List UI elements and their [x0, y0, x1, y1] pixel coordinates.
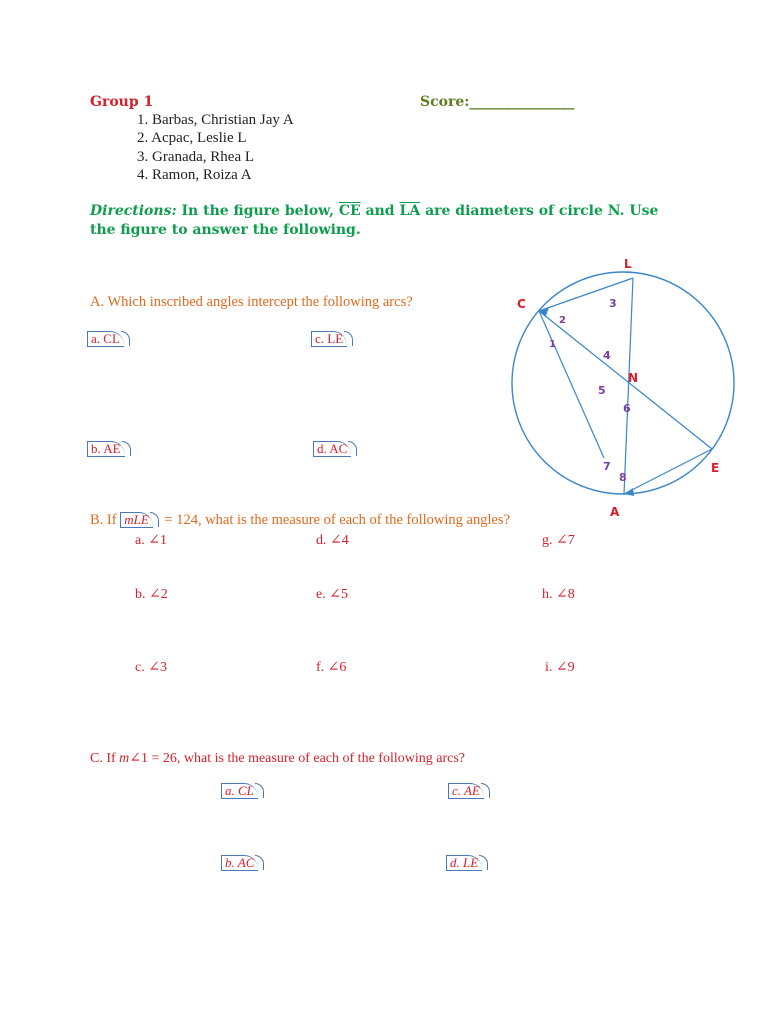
angle-item: i. ∠9: [545, 660, 575, 675]
angle-label: 3: [609, 297, 617, 310]
point-a: A: [610, 505, 620, 519]
question-b-prefix: B. If: [90, 512, 117, 528]
angle-item: h. ∠8: [542, 587, 575, 602]
arc-ae-item: b. AE: [87, 441, 125, 457]
question-b-suffix: = 124, what is the measure of each of the following angles?: [164, 512, 511, 528]
chord-c-line: [539, 311, 604, 458]
arc-le-item: d. LE: [446, 855, 482, 871]
score-field: Score:_______________: [420, 94, 575, 110]
directions-text: In the figure below,: [181, 203, 334, 219]
point-c: C: [517, 297, 526, 311]
arrowhead: [624, 488, 634, 496]
member-item: 4. Ramon, Roiza A: [137, 167, 252, 183]
angle-label: 6: [623, 402, 631, 415]
question-a: A. Which inscribed angles intercept the following arcs?: [90, 294, 413, 310]
angle-label: 2: [559, 315, 566, 326]
angle-item: c. ∠3: [135, 660, 167, 675]
arc-ae-item: c. AE: [448, 783, 484, 799]
directions-label: Directions:: [90, 203, 177, 219]
member-item: 3. Granada, Rhea L: [137, 149, 255, 165]
angle-item: e. ∠5: [316, 587, 348, 602]
question-c-text: ∠1 = 26, what is the measure of each of the following arcs?: [129, 751, 465, 766]
angle-label: 7: [603, 460, 611, 473]
arc-ac-item: d. AC: [313, 441, 351, 457]
arc-ac-item: b. AC: [221, 855, 258, 871]
angle-item: b. ∠2: [135, 587, 168, 602]
angle-label: 8: [619, 471, 627, 484]
diameter-ce: [539, 311, 712, 449]
angle-label: 4: [603, 349, 611, 362]
arc-measure-box: mLE: [120, 512, 153, 528]
arc-le-item: c. LE: [311, 331, 347, 347]
directions-and: and: [365, 203, 395, 219]
question-c-prefix: C. If: [90, 751, 116, 766]
angle-item: d. ∠4: [316, 533, 349, 548]
group-title: Group 1: [90, 94, 154, 110]
member-item: 1. Barbas, Christian Jay A: [137, 112, 294, 128]
arc-cl-item: a. CL: [87, 331, 124, 347]
point-n: N: [628, 371, 639, 385]
member-item: 2. Acpac, Leslie L: [137, 130, 247, 146]
diameter-la: [624, 278, 633, 494]
circle-figure: [500, 250, 750, 525]
chord-cl: [539, 278, 633, 311]
directions-line-1: [90, 203, 658, 219]
arc-cl-item: a. CL: [221, 783, 258, 799]
angle-item: f. ∠6: [316, 660, 347, 675]
angle-item: g. ∠7: [542, 533, 575, 548]
chord-ae: [624, 449, 712, 494]
figure-lines: [539, 278, 712, 494]
segment-ce: $\overline{CE}$: [338, 203, 361, 219]
circle-n: [512, 272, 734, 494]
point-l: L: [624, 257, 632, 271]
angle-label: 1: [549, 339, 556, 350]
question-c: [90, 750, 465, 767]
directions-line-2: the figure to answer the following.: [90, 222, 361, 238]
directions-text-post: are diameters of circle N. Use: [425, 203, 659, 219]
angle-item: a. ∠1: [135, 533, 167, 548]
angle-label: 5: [598, 384, 606, 397]
question-c-m: m: [119, 751, 130, 766]
segment-la: $\overline{LA}$: [399, 203, 421, 219]
point-e: E: [711, 461, 720, 475]
question-b: [90, 512, 510, 529]
